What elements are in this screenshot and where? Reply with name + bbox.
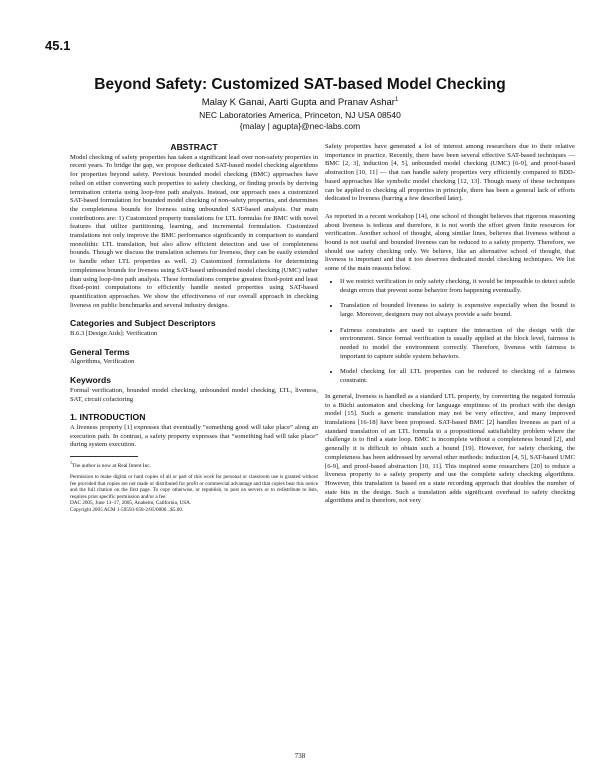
footnote-text: The author is now at Real Intent Inc. (72, 462, 152, 469)
right-column (325, 143, 575, 506)
conference-info: DAC 2005, June 13–17, 2005, Anaheim, California, USA. (70, 500, 192, 507)
general-terms-heading: General Terms (70, 346, 130, 357)
footnote-rule (70, 456, 138, 457)
body-paragraph-2: As reported in a recent workshop [14], one school of thought believes that rigorous reasoning about liveness is tedious and therefore, it is not worth the effort given finite resources for verification. Another school of thought, along similar lines, believes that liveness without a bound is not useful and bounded liveness can be reduced to a safety property. Therefore, we should use safety checking only. We believe, like an alternative school of thought, that liveness is important and that it too deserves dedicated model checking techniques. We list some of the main reasons below. (325, 212, 575, 273)
abstract-heading: ABSTRACT (170, 142, 218, 152)
introduction-text: A liveness property [1] expresses that eventually “something good will take place” along an execution path. In contrast, a safety property expresses that “something bad will take place” during system execution. (70, 423, 318, 449)
left-column (70, 143, 318, 513)
copyright-notice: Copyright 2005 ACM 1-59593-058-2/05/0006...$5.00. (70, 506, 184, 513)
reasons-list (325, 278, 575, 386)
footnote-mark: 1 (70, 460, 72, 466)
general-terms-text: Algorithms, Verification (70, 358, 135, 366)
affiliation-block (40, 110, 560, 132)
keywords-text: Formal verification, bounded model checking, unbounded model checking, LTL, liveness, SAT, circuit cofactoring (70, 386, 318, 403)
body-paragraph-3: In general, liveness is handled as a standard LTL property, by converting the negated formula to a Büchi automaton and checking for language emptiness of its product with the design model [15]. Such a generic translation may not be very effective, and many improved translations [16-18] have been proposed. SAT-based BMC [2] handles liveness as part of a standard translation of an LTL formula to a propositional satisfiability problem where the challenge is to find a state loop. BMC is incomplete without a completeness bound [2], and generally it is difficult to obtain such a bound [19]. However, for safety checking, the completeness has been addressed by several other methods: induction [4, 5], SAT-based UMC [6-9], and proof-based abstraction [10, 11]. This inspired some researchers [20] to reduce a liveness property to a safety property and use the complete safety checking algorithms. However, this translation is based on a state recording approach that doubles the number of state bits in the design. Such a translation adds significant overhead to safety checking algorithms and is therefore, not very (325, 392, 575, 505)
list-item: • Translation of bounded liveness to safety is expensive especially when the bound is large. Moreover, designers may not always provide a safe bound. (340, 302, 575, 319)
author-email: {malay | agupta}@nec-labs.com (239, 121, 361, 131)
paper-title: Beyond Safety: Customized SAT-based Model Checking (94, 76, 506, 93)
author-footnote-mark: 1 (394, 97, 399, 103)
list-item: • Fairness constraints are used to capture the interaction of the design with the environment. Since formal verification is usually applied at the block level, fairness is needed to model the environment correctly. Therefore, liveness with fairness is important to capture subtle system behaviors. (340, 327, 575, 362)
page-number: 738 (294, 752, 306, 760)
session-number: 45.1 (45, 38, 71, 53)
author-list (40, 97, 560, 108)
affiliation: NEC Laboratories America, Princeton, NJ USA 08540 (199, 110, 401, 120)
list-item: • If we restrict verification to only safety checking, it would be impossible to detect subtle design errors that prevent some behavior from happening eventually. (340, 278, 575, 295)
introduction-heading: 1. INTRODUCTION (70, 412, 146, 423)
categories-heading: Categories and Subject Descriptors (70, 318, 216, 329)
keywords-heading: Keywords (70, 375, 112, 386)
author-names: Malay K Ganai, Aarti Gupta and Pranav Ashar (201, 97, 395, 109)
footnote (70, 460, 318, 469)
list-item: • Model checking for all LTL properties can be reduced to checking of a fairness constraint. (340, 368, 575, 385)
body-paragraph-1: Safety properties have generated a lot of interest among researchers due to their relative importance in practice. Recently, there have been several effective SAT-based techniques — BMC [2, 3], induction [4, 5], unbounded model checking (UMC) [6-9], and proof-based abstraction [10, 11] — that can handle safety properties very efficiently compared to BDD-based approaches like symbolic model checking [12, 13]. Though many of these techniques can be applied to checking all properties in principle, there has been a general lack of efforts dedicated to liveness (barring a few described later). (325, 143, 575, 203)
permission-notice: Permission to make digital or hard copies of all or part of this work for personal or classroom use is granted without fee provided that copies are not made or distributed for profit or commercial advantage and that copies bear this notice and the full citation on the first page. To copy otherwise, or republish, to post on servers or to redistribute to lists, requires prior specific permission and/or a fee. (70, 474, 318, 500)
abstract-text: Model checking of safety properties has taken a significant lead over non-safety properties in recent years. To bridge the gap, we propose dedicated SAT-based model checking algorithms for properties beyond safety. Previous bounded model checking (BMC) approaches have relied on either converting such properties to safety checking, or finding proofs by deriving termination criteria using loop-free path analysis. Instead, our approach uses a customized SAT-based formulation for bounded model checking of non-safety properties, and determines the completeness bounds for liveness using unbounded SAT-based analysis. Our main contributions are: 1) Customized property translations for LTL formulas for BMC with novel features that utilize partitioning, learning, and incremental formulation. Customized translations not only improve the BMC performance significantly in comparison to standard monolithic LTL translation, but also allow efficient detection and use of completeness bounds. Though we discuss the translation schemes for liveness, they can be easily extended to handle other LTL properties as well. 2) Customized formulations for determining completeness bounds for liveness using SAT-based unbounded model checking (UMC) rather than using loop-free path analysis. These formulations comprise greatest fixed-point and least fixed-point computations to efficiently handle nested properties using SAT-based quantification approaches. We show the effectiveness of our overall approach in checking liveness on public benchmarks and several industry designs. (70, 153, 318, 309)
categories-text: B.6.3 [Design Aids]: Verification (70, 330, 158, 338)
